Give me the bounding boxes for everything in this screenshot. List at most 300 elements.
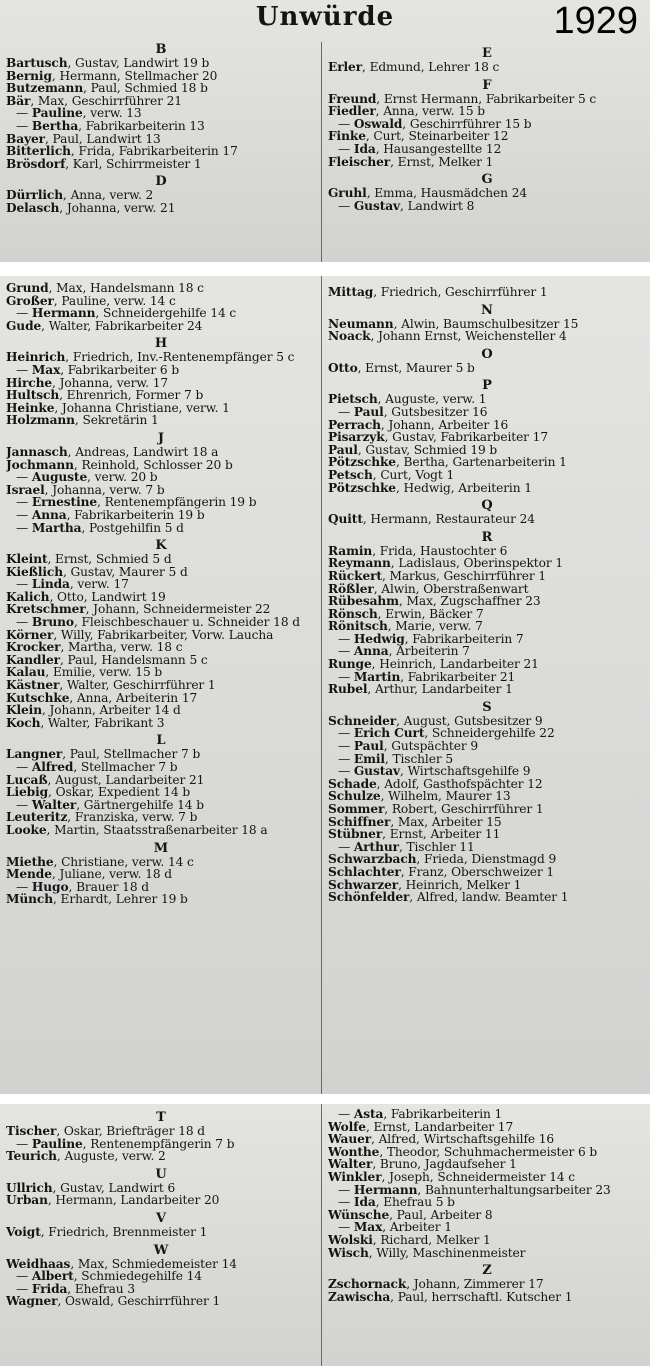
entry-name: Ernestine (31, 495, 98, 510)
entry-name: Emil (353, 751, 385, 766)
entry-name: Rübesahm (328, 594, 399, 609)
entry-name: Rößler (328, 581, 374, 596)
same-surname-dash: — (338, 726, 354, 741)
entry-name: Wolski (328, 1232, 373, 1247)
entry-details: , Gustav, Schmied 19 b (357, 442, 498, 457)
panel-3-right-column (328, 1108, 646, 1366)
entry-details: , Walter, Fabrikant 3 (40, 715, 165, 730)
entry-details: , Max, Zugschaffner 23 (398, 594, 541, 609)
entry-name: Hermann (31, 306, 96, 321)
entry-name: Looke (6, 822, 47, 837)
entry-name: Delasch (6, 200, 60, 215)
entry-name: Rönitsch (328, 619, 388, 634)
entry-name: Kalich (6, 589, 50, 604)
year-label: 1929 (553, 0, 638, 42)
entry-name: Urban (6, 1193, 48, 1208)
section-letter: Q (481, 498, 493, 514)
entry-details: , Arthur, Landarbeiter 1 (367, 682, 513, 697)
entry-name: Holzmann (6, 413, 75, 428)
entry-name: Kandler (6, 652, 60, 667)
panel-2-left-column (6, 282, 316, 1094)
entry-details: , Paul, herrschaftl. Kutscher 1 (390, 1289, 573, 1304)
entry-details: , Ernst, Schmied 5 d (47, 552, 172, 567)
entry-details: , Friedrich, Brennmeister 1 (40, 1224, 208, 1239)
entry-details: , Oskar, Expedient 14 b (48, 785, 191, 800)
entry-name: Pisarzyk (328, 430, 385, 445)
entry-name: Paul (353, 739, 384, 754)
entry-name: Schwarzbach (328, 852, 417, 867)
directory-entry (328, 683, 646, 696)
entry-details: , Ladislaus, Oberinspektor 1 (390, 556, 563, 571)
same-surname-dash: — (338, 739, 354, 754)
entry-details: , Gutsbesitzer 16 (383, 404, 488, 419)
entry-details: , verw. 20 b (87, 470, 158, 485)
same-surname-dash: — (338, 839, 354, 854)
entry-name: Albert (31, 1269, 74, 1284)
entry-details: , Bruno, Jagdaufseher 1 (372, 1157, 517, 1172)
entry-name: Kästner (6, 678, 60, 693)
entry-details: , Arbeiter 1 (382, 1220, 452, 1235)
entry-details: , Gustav, Landwirt 19 b (67, 56, 210, 70)
same-surname-dash: — (16, 797, 32, 812)
entry-details: , Martha, verw. 18 c (60, 640, 183, 655)
entry-details: , Paul, Arbeiter 8 (389, 1207, 493, 1222)
directory-entry (328, 330, 646, 343)
entry-name: Paul (328, 442, 358, 457)
section-letter: E (482, 46, 492, 61)
entry-details: , Fabrikarbeiterin 19 b (66, 507, 205, 522)
section-letter: G (481, 172, 493, 188)
same-surname-dash: — (16, 520, 32, 535)
entry-details: , Alfred, Wirtschaftsgehilfe 16 (371, 1132, 555, 1147)
same-surname-dash: — (338, 404, 354, 419)
same-surname-dash: — (16, 615, 32, 630)
entry-details: , Curt, Steinarbeiter 12 (365, 129, 509, 144)
entry-name: Heinke (6, 400, 55, 415)
same-surname-dash: — (338, 1182, 354, 1197)
entry-name: Sommer (328, 802, 385, 816)
same-surname-dash: — (338, 751, 354, 766)
entry-details: , August, Landarbeiter 21 (47, 772, 205, 787)
entry-name: Bruno (31, 615, 74, 630)
entry-name: Martin (353, 669, 401, 684)
entry-details: , Paul, Stellmacher 7 b (62, 747, 201, 762)
entry-name: Kießlich (6, 564, 63, 579)
entry-details: , Johann, Arbeiter 16 (380, 417, 509, 432)
entry-name: Krocker (6, 640, 61, 655)
entry-name: Heinrich (6, 350, 66, 365)
entry-name: Reymann (328, 556, 391, 571)
same-surname-dash: — (16, 495, 32, 510)
section-letter: W (153, 1242, 169, 1258)
entry-details: , Gärtnergehilfe 14 b (76, 797, 204, 812)
same-surname-dash: — (16, 760, 32, 774)
column-divider (321, 1104, 322, 1366)
entry-details: , Max, Schmiedemeister 14 (70, 1256, 237, 1271)
entry-details: , Sekretärin 1 (74, 413, 159, 428)
entry-details: , Edmund, Lehrer 18 c (362, 60, 500, 74)
directory-entry (328, 482, 646, 495)
entry-name: Ida (353, 1195, 376, 1210)
entry-name: Wolfe (328, 1119, 366, 1134)
entry-details: , Hermann, Restaurateur 24 (362, 512, 535, 527)
entry-details: , Johann, Arbeiter 14 d (41, 703, 181, 718)
entry-name: Langner (6, 747, 63, 762)
entry-details: , Gutspächter 9 (383, 739, 478, 754)
same-surname-dash: — (338, 669, 354, 684)
entry-name: Liebig (6, 785, 49, 800)
entry-name: Fiedler (328, 104, 376, 119)
entry-name: Schiffner (328, 814, 391, 829)
entry-name: Erich Curt (353, 726, 425, 741)
column-divider (321, 42, 322, 262)
entry-details: , Reinhold, Schlosser 20 b (73, 457, 233, 472)
entry-name: Gustav (353, 764, 401, 779)
entry-details: , Andreas, Landwirt 18 a (67, 444, 219, 459)
entry-name: Schulze (328, 789, 381, 804)
entry-details: , Walter, Fabrikarbeiter 24 (41, 318, 203, 333)
entry-name: Gruhl (328, 186, 367, 201)
panel-3-left-column (6, 1106, 316, 1366)
entry-name: Großer (6, 293, 54, 308)
entry-name: Anna (353, 644, 389, 659)
entry-details: , Rentenempfängerin 7 b (82, 1136, 235, 1151)
entry-details: , Willy, Maschinenmeister (368, 1245, 526, 1260)
entry-name: Stübner (328, 827, 383, 842)
entry-details: , Emma, Hausmädchen 24 (366, 186, 528, 201)
entry-details: , Oskar, Briefträger 18 d (56, 1124, 205, 1138)
entry-details: , Heinrich, Landarbeiter 21 (371, 657, 539, 672)
same-surname-dash: — (16, 1136, 32, 1151)
same-surname-dash: — (16, 507, 32, 522)
section-letter: P (482, 378, 492, 394)
entry-name: Quitt (328, 512, 363, 527)
entry-name: Walter (31, 797, 77, 812)
section-letter: L (156, 733, 166, 749)
entry-name: Bär (6, 93, 31, 108)
entry-name: Otto (328, 360, 358, 375)
entry-details: , Wirtschaftsgehilfe 9 (400, 764, 531, 779)
section-letter: M (153, 840, 169, 856)
directory-entry (328, 1291, 646, 1304)
section-letter: D (155, 174, 167, 190)
entry-details: , Gustav, Maurer 5 d (62, 564, 188, 579)
entry-name: Erler (328, 60, 363, 74)
entry-details: , Schmiedegehilfe 14 (73, 1269, 202, 1284)
entry-details: , Landwirt 8 (400, 198, 475, 213)
entry-details: , Bahnunterhaltungsarbeiter 23 (417, 1182, 611, 1197)
entry-details: , Walter, Geschirrführer 1 (59, 678, 216, 693)
entry-name: Mittag (328, 286, 374, 299)
directory-entry (6, 1226, 316, 1239)
entry-details: , Franz, Oberschweizer 1 (400, 864, 555, 879)
entry-details: , Alwin, Oberstraßenwart (373, 581, 529, 596)
directory-entry (328, 200, 646, 213)
entry-name: Auguste (31, 470, 88, 485)
directory-entry (328, 286, 646, 299)
entry-details: , Erhardt, Lehrer 19 b (53, 892, 188, 907)
entry-details: , Johanna, verw. 7 b (44, 482, 165, 497)
entry-name: Schwarzer (328, 877, 399, 892)
entry-details: , Franziska, verw. 7 b (67, 810, 198, 825)
entry-details: , Juliane, verw. 18 d (51, 867, 172, 882)
entry-details: , Karl, Schirrmeister 1 (65, 156, 202, 171)
same-surname-dash: — (338, 644, 354, 659)
entry-details: , Paul, Landwirt 13 (44, 131, 161, 146)
directory-entry (6, 717, 316, 730)
entry-name: Tischer (6, 1124, 57, 1138)
entry-name: Dürrlich (6, 188, 64, 203)
section-letter: S (482, 699, 492, 715)
entry-name: Finke (328, 129, 366, 144)
entry-name: Winkler (328, 1169, 382, 1184)
entry-details: , Hermann, Landarbeiter 20 (47, 1193, 220, 1208)
entry-name: Körner (6, 627, 54, 642)
entry-details: , Johann, Zimmerer 17 (406, 1277, 544, 1292)
entry-details: , Friedrich, Inv.-Rentenempfänger 5 c (65, 350, 295, 365)
entry-details: , Oswald, Geschirrführer 1 (57, 1294, 221, 1309)
entry-name: Kutschke (6, 690, 70, 705)
entry-name: Anna (31, 507, 67, 522)
entry-name: Hermann (353, 1182, 418, 1197)
same-surname-dash: — (338, 631, 354, 646)
entry-details: , Alfred, landw. Beamter 1 (409, 890, 569, 905)
entry-name: Hirche (6, 375, 53, 390)
directory-entry (6, 522, 316, 535)
entry-details: , Frida, Haustochter 6 (372, 543, 508, 558)
entry-name: Perrach (328, 417, 381, 432)
entry-name: Alfred (31, 760, 74, 774)
entry-name: Zschornack (328, 1277, 407, 1292)
entry-details: , Hedwig, Arbeiterin 1 (395, 480, 532, 495)
directory-entry (328, 61, 646, 74)
entry-name: Pauline (31, 1136, 83, 1151)
entry-name: Schade (328, 776, 377, 791)
entry-details: , Willy, Fabrikarbeiter, Vorw. Laucha (53, 627, 274, 642)
same-surname-dash: — (338, 1108, 354, 1121)
entry-details: , Auguste, verw. 1 (377, 392, 487, 407)
panel-gap (0, 1094, 650, 1104)
panel-1-left-column (6, 38, 316, 262)
section-letter: O (481, 346, 493, 362)
directory-panel-3 (0, 1104, 650, 1366)
entry-details: , Gustav, Landwirt 6 (52, 1180, 176, 1195)
entry-details: , Paul, Handelsmann 5 c (59, 652, 208, 667)
entry-details: , August, Gutsbesitzer 9 (396, 713, 543, 728)
entry-details: , Anna, Arbeiterin 17 (69, 690, 198, 705)
entry-details: , Tischler 11 (398, 839, 475, 854)
entry-name: Rubel (328, 682, 368, 697)
entry-details: , Erwin, Bäcker 7 (377, 606, 484, 621)
entry-details: , Postgehilfin 5 d (81, 520, 184, 535)
entry-name: Schneider (328, 713, 397, 728)
entry-name: Butzemann (6, 81, 84, 96)
same-surname-dash: — (16, 879, 32, 894)
entry-details: , Fabrikarbeiterin 1 (383, 1108, 503, 1121)
entry-details: , Stellmacher 7 b (73, 760, 178, 774)
entry-name: Pötzschke (328, 480, 396, 495)
entry-name: Rönsch (328, 606, 378, 621)
entry-name: Jochmann (6, 457, 74, 472)
same-surname-dash: — (16, 577, 32, 592)
entry-details: , Robert, Geschirrführer 1 (384, 802, 544, 816)
entry-details: , Heinrich, Melker 1 (398, 877, 522, 892)
entry-name: Leuteritz (6, 810, 68, 825)
same-surname-dash: — (338, 1220, 354, 1235)
entry-name: Gude (6, 318, 42, 333)
entry-name: Wisch (328, 1245, 369, 1260)
entry-name: Bernig (6, 68, 52, 83)
entry-details: , Ernst, Arbeiter 11 (382, 827, 501, 842)
section-letter: R (481, 529, 493, 545)
directory-entry (6, 1194, 316, 1207)
entry-name: Grund (6, 282, 49, 295)
directory-entry (6, 824, 316, 837)
same-surname-dash: — (16, 1269, 32, 1284)
entry-name: Miethe (6, 854, 54, 869)
entry-details: , Paul, Schmied 18 b (83, 81, 208, 96)
entry-name: Wagner (6, 1294, 58, 1309)
entry-details: , verw. 17 (69, 577, 129, 592)
entry-details: , Tischler 5 (384, 751, 453, 766)
entry-details: , Ehefrau 5 b (375, 1195, 455, 1210)
entry-name: Bitterlich (6, 144, 71, 159)
directory-entry (6, 202, 316, 215)
entry-details: , Schneidergehilfe 22 (424, 726, 555, 741)
entry-name: Kalau (6, 665, 46, 680)
entry-name: Hugo (31, 879, 69, 894)
entry-name: Walter (328, 1157, 373, 1172)
entry-details: , verw. 13 (82, 106, 142, 121)
entry-details: , Rentenempfängerin 19 b (97, 495, 257, 510)
entry-details: , Fabrikarbeiter 21 (400, 669, 516, 684)
entry-name: Rückert (328, 568, 382, 583)
section-letter: H (154, 336, 168, 352)
entry-name: Hedwig (353, 631, 405, 646)
entry-details: , Bertha, Gartenarbeiterin 1 (395, 455, 567, 470)
directory-entry (328, 891, 646, 904)
entry-name: Ramin (328, 543, 373, 558)
directory-entry (328, 156, 646, 169)
directory-entry (6, 1150, 316, 1163)
entry-details: , Johanna, verw. 17 (52, 375, 169, 390)
entry-details: , Ernst, Melker 1 (390, 154, 494, 169)
entry-details: , Joseph, Schneidermeister 14 c (381, 1169, 576, 1184)
entry-details: , Geschirrführer 15 b (402, 116, 532, 131)
entry-details: , Richard, Melker 1 (372, 1232, 491, 1247)
panel-1-right-column (328, 42, 646, 262)
column-divider (321, 276, 322, 1094)
entry-name: Israel (6, 482, 45, 497)
entry-name: Zawischa (328, 1289, 391, 1304)
directory-entry (6, 1295, 316, 1308)
entry-name: Runge (328, 657, 372, 672)
entry-details: , Fabrikarbeiter 6 b (60, 362, 180, 377)
entry-details: , Max, Handelsmann 18 c (48, 282, 204, 295)
entry-details: , Martin, Staatsstraßenarbeiter 18 a (46, 822, 268, 837)
entry-name: Linda (31, 577, 70, 592)
entry-details: , Max, Arbeiter 15 (390, 814, 502, 829)
entry-details: , Ernst, Landarbeiter 17 (365, 1119, 514, 1134)
same-surname-dash: — (338, 198, 354, 213)
entry-details: , Arbeiterin 7 (388, 644, 470, 659)
directory-entry (328, 362, 646, 375)
entry-details: , Ernst Hermann, Fabrikarbeiter 5 c (376, 91, 597, 106)
directory-entry (6, 158, 316, 171)
directory-entry (6, 893, 316, 906)
panel-2-right-column (328, 286, 646, 1094)
entry-name: Frida (31, 1281, 68, 1296)
panel-gap (0, 262, 650, 276)
entry-details: , Ehefrau 3 (67, 1281, 135, 1296)
entry-details: , Otto, Landwirt 19 (49, 589, 166, 604)
entry-details: , Alwin, Baumschulbesitzer 15 (393, 316, 579, 331)
entry-details: , Johann Ernst, Weichensteller 4 (370, 329, 567, 344)
entry-details: , Gustav, Fabrikarbeiter 17 (384, 430, 548, 445)
entry-name: Oswald (353, 116, 403, 131)
entry-name: Lucaß (6, 772, 48, 787)
same-surname-dash: — (338, 141, 354, 156)
entry-name: Schlachter (328, 864, 401, 879)
same-surname-dash: — (16, 118, 32, 133)
entry-name: Martha (31, 520, 82, 535)
entry-name: Ida (353, 141, 376, 156)
entry-details: , Johanna Christiane, verw. 1 (54, 400, 230, 415)
directory-entry (328, 1247, 646, 1260)
entry-name: Hultsch (6, 388, 60, 403)
entry-details: , Ernst, Maurer 5 b (357, 360, 475, 375)
entry-name: Neumann (328, 316, 394, 331)
entry-details: , Emilie, verw. 15 b (45, 665, 163, 680)
entry-name: Kleint (6, 552, 48, 567)
page-title: Unwürde (255, 2, 395, 32)
section-letter: B (155, 42, 167, 57)
entry-name: Koch (6, 715, 41, 730)
entry-details: , Auguste, verw. 2 (56, 1149, 166, 1164)
entry-details: , Adolf, Gasthofspächter 12 (376, 776, 543, 791)
entry-details: , Anna, verw. 2 (63, 188, 154, 203)
entry-details: , Hausangestellte 12 (375, 141, 502, 156)
entry-name: Schönfelder (328, 890, 410, 905)
same-surname-dash: — (338, 764, 354, 779)
entry-name: Max (353, 1220, 383, 1235)
entry-name: Klein (6, 703, 42, 718)
same-surname-dash: — (16, 470, 32, 485)
entry-details: , Friedrich, Geschirrführer 1 (373, 286, 548, 299)
entry-details: , Ehrenrich, Former 7 b (59, 388, 204, 403)
entry-details: , Frieda, Dienstmagd 9 (416, 852, 557, 867)
entry-details: , Pauline, verw. 14 c (53, 293, 176, 308)
entry-details: , Fleischbeschauer u. Schneider 18 d (73, 615, 300, 630)
entry-details: , Fabrikarbeiterin 7 (404, 631, 524, 646)
entry-name: Brösdorf (6, 156, 66, 171)
same-surname-dash: — (16, 306, 32, 321)
directory-entry (6, 414, 316, 427)
same-surname-dash: — (16, 106, 32, 121)
entry-name: Pietsch (328, 392, 378, 407)
entry-name: Bertha (31, 118, 79, 133)
entry-details: , Markus, Geschirrführer 1 (381, 568, 547, 583)
entry-details: , Curt, Vogt 1 (372, 467, 455, 482)
section-letter: U (155, 1166, 167, 1182)
entry-name: Bartusch (6, 56, 68, 70)
directory-entry (6, 320, 316, 333)
entry-details: , Christiane, verw. 14 c (53, 854, 194, 869)
entry-details: , Frida, Fabrikarbeiterin 17 (70, 144, 238, 159)
entry-name: Freund (328, 91, 377, 106)
entry-name: Wünsche (328, 1207, 390, 1222)
entry-name: Arthur (353, 839, 399, 854)
